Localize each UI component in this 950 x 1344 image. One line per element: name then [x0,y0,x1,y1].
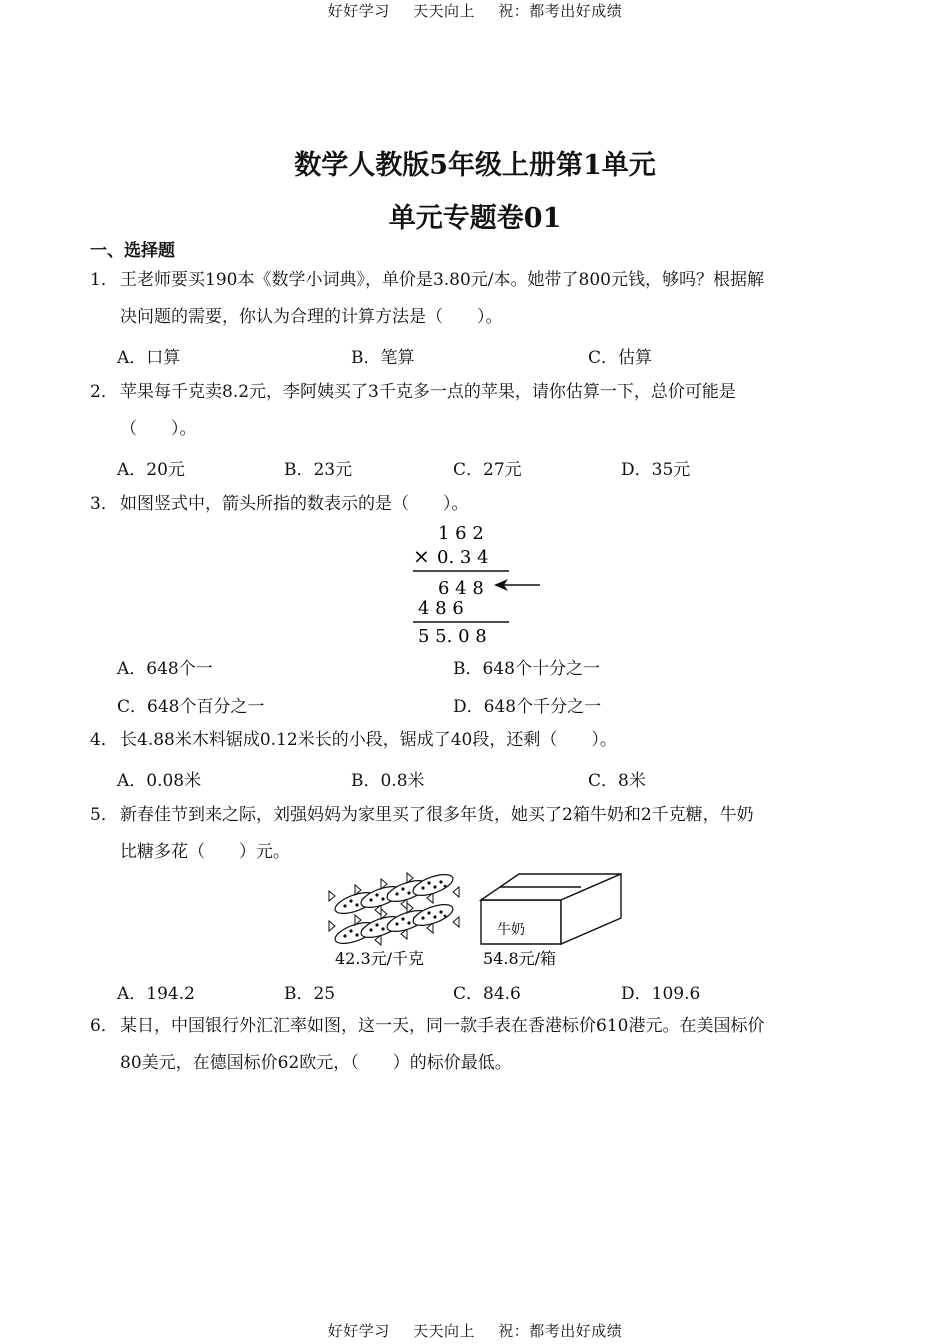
candy-price: 42.3元/千克 [335,949,425,968]
question-5 [90,797,860,871]
question-number: 6． [90,1016,118,1036]
partial-product-2: 4 8 6 [418,598,464,619]
question-text-line2: 比糖多花（ ）元。 [120,842,290,862]
option-b[interactable]: B．笔算 [351,348,415,368]
multiplicand: 1 6 2 [438,523,484,544]
option-d[interactable]: D．648个千分之一 [453,697,602,717]
question-text-line1: 王老师要买190本《数学小词典》，单价是3.80元/本。她带了800元钱，够吗？根据解 [120,270,764,290]
page-title: 数学人教版5年级上册第1单元 [294,150,656,181]
question-number: 2． [90,382,118,402]
partial-product-1: 6 4 8 [438,578,484,599]
question-2 [90,374,860,448]
option-c[interactable]: C．84.6 [453,984,521,1004]
option-a[interactable]: A．648个一 [117,659,213,679]
option-b[interactable]: B．0.8米 [351,771,425,791]
vertical-multiplication-figure [405,518,550,648]
question-6 [90,1008,860,1082]
page-footer [0,1320,950,1341]
option-d[interactable]: D．109.6 [621,984,701,1004]
header-text-3: 祝：都考出好成绩 [498,2,623,20]
option-b[interactable]: B．23元 [284,460,353,480]
section-heading: 一、选择题 [90,241,175,261]
product-result: 5 5. 0 8 [418,626,487,647]
question-text-line2: 决问题的需要，你认为合理的计算方法是（ ）。 [120,307,503,327]
candy-milk-figure [325,870,635,970]
question-number: 4． [90,730,118,750]
question-number: 3． [90,494,118,514]
footer-text-2: 天天向上 [412,1322,475,1340]
question-1 [90,262,860,336]
question-text-line2: （ ）。 [120,419,197,439]
page-subtitle: 单元专题卷01 [388,203,562,234]
option-c[interactable]: C．8米 [588,771,646,791]
question-text-line1: 如图竖式中，箭头所指的数表示的是（ ）。 [120,494,469,514]
milk-label: 牛奶 [497,922,525,938]
footer-text-3: 祝：都考出好成绩 [498,1322,623,1340]
header-text-1: 好好学习 [327,2,390,20]
question-4 [90,722,860,759]
option-c[interactable]: C．648个百分之一 [117,697,265,717]
question-text-line1: 长4.88米木料锯成0.12米长的小段，锯成了40段，还剩（ ）。 [120,730,617,750]
option-a[interactable]: A．口算 [117,348,181,368]
option-a[interactable]: A．194.2 [117,984,195,1004]
question-number: 1． [90,270,118,290]
question-text-line1: 某日，中国银行外汇汇率如图，这一天，同一款手表在香港标价610港元。在美国标价 [120,1016,765,1036]
option-a[interactable]: A．20元 [117,460,185,480]
option-b[interactable]: B．25 [284,984,336,1004]
question-number: 5． [90,805,118,825]
option-d[interactable]: D．35元 [621,460,691,480]
milk-price: 54.8元/箱 [483,949,557,968]
question-text-line2: 80美元，在德国标价62欧元，（ ）的标价最低。 [120,1053,512,1073]
candy-group-icon [329,870,459,947]
option-c[interactable]: C．估算 [588,348,653,368]
option-a[interactable]: A．0.08米 [117,771,202,791]
option-b[interactable]: B．648个十分之一 [453,659,600,679]
question-text-line1: 苹果每千克卖8.2元，李阿姨买了3千克多一点的苹果，请你估算一下，总价可能是 [120,382,736,402]
question-text-line1: 新春佳节到来之际，刘强妈妈为家里买了很多年货，她买了2箱牛奶和2千克糖，牛奶 [120,805,754,825]
times-sign: × [413,544,430,568]
header-text-2: 天天向上 [412,2,475,20]
footer-text-1: 好好学习 [327,1322,390,1340]
page-header [0,0,950,21]
multiplier: 0. 3 4 [437,547,489,568]
option-c[interactable]: C．27元 [453,460,522,480]
